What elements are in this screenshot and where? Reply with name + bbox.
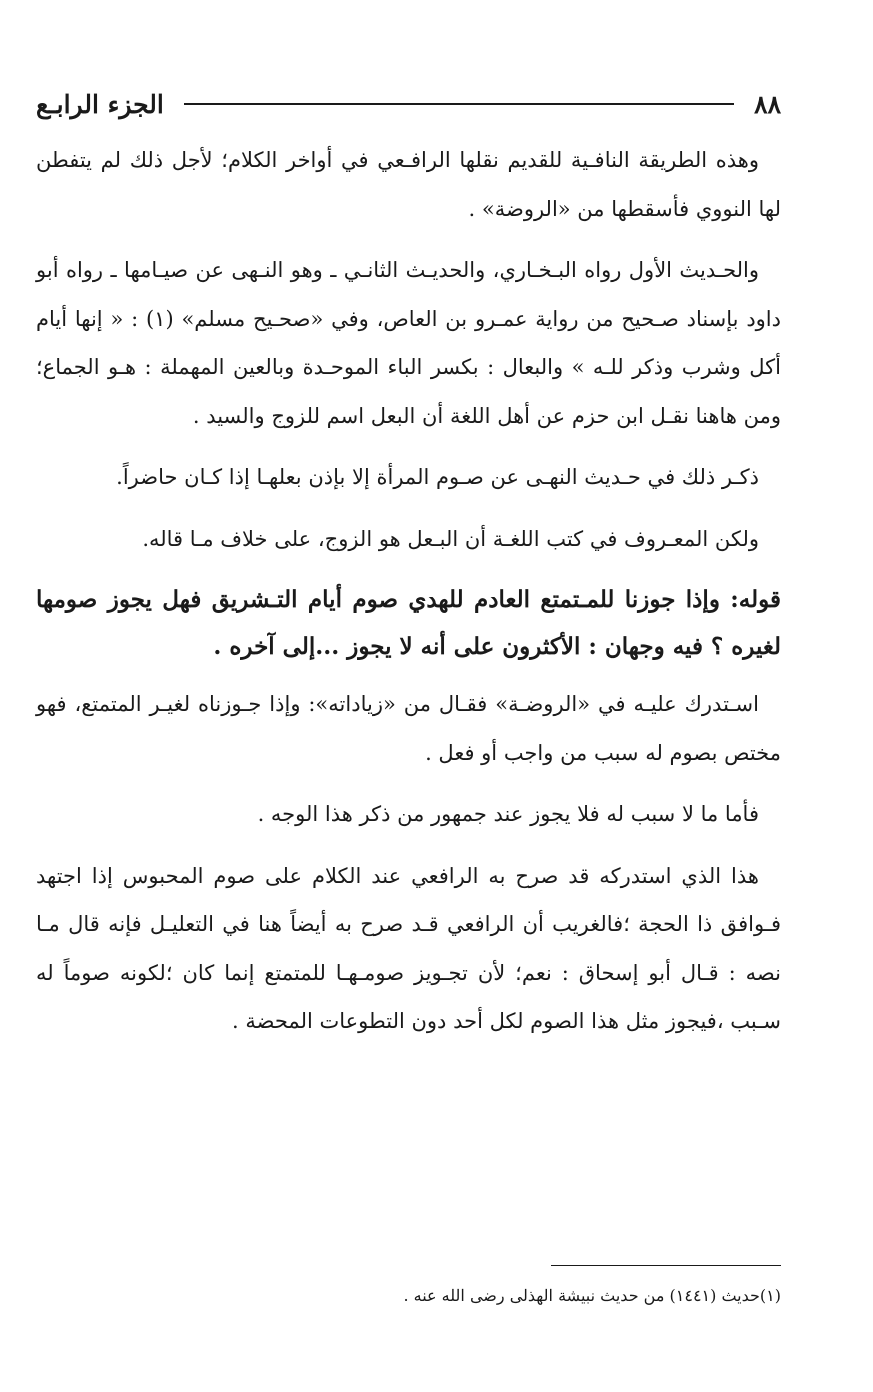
page-header <box>36 84 781 124</box>
running-title: الجزء الرابـع <box>36 89 164 119</box>
paragraph-2: والحـديث الأول رواه البـخـاري، والحديـث الثانـي ـ وهو النـهى عن صيـامها ـ رواه أبو داود بإسناد صـحيح من رواية عمـرو بن العاص، وفي «صحـيح مسلم» (١) : « إنها أيام أكل وشرب وذكر للـه » والبعال : بكسر الباء الموحـدة وبالعين المهملة : هـو الجماع؛ ومن هاهنا نقـل ابن حزم عن أهل اللغة أن البعل اسم للزوج والسيد . <box>36 258 781 428</box>
paragraph-4: ولكن المعـروف في كتب اللغـة أن البـعل هو الزوج، على خلاف مـا قاله. <box>142 526 759 551</box>
paragraph-3: ذكـر ذلك في حـديث النهـى عن صـوم المرأة إلا بإذن بعلهـا إذا كـان حاضراً. <box>116 465 759 489</box>
footnote-rule <box>551 1265 781 1266</box>
header-rule <box>184 103 734 105</box>
paragraph-6: فأما ما لا سبب له فلا يجوز عند جمهور من ذكر هذا الوجه . <box>257 802 759 826</box>
paragraph-7: هذا الذي استدركه قد صرح به الرافعي عند الكلام على صوم المحبوس إذا اجتهد فـوافق ذا الحجة ؛فالغريب أن الرافعي قـد صرح به أيضاً هنا في التعليـل فإنه قال مـا نصه : قـال أبو إسحاق : نعم؛ لأن تجـويز صومـهـا للمتمتع إنما كان ؛لكونه صوماً له سـبب ،فيجوز مثل هذا الصوم لكل أحد دون التطوعات المحضة . <box>36 863 781 1033</box>
footnote: (١)حديث (١٤٤١) من حديث نبيشة الهذلى رضى الله عنه . <box>403 1286 781 1305</box>
page-number: ٨٨ <box>754 89 781 119</box>
section-heading: قوله: وإذا جوزنا للمـتمتع العادم للهدي صوم أيام التـشريق فهل يجوز صومها لغيره ؟ فيه وجهان : الأكثرون على أنه لا يجوز ...إلى آخره . <box>36 586 781 660</box>
main-text <box>36 136 781 1059</box>
paragraph-1: وهذه الطريقة النافـية للقديم نقلها الرافـعي في أواخر الكلام؛ لأجل ذلك لم يتفطن لها النووي فأسقطها من «الروضة» . <box>36 148 781 221</box>
paragraph-5: اسـتدرك عليـه في «الروضـة» فقـال من «زياداته»: وإذا جـوزناه لغيـر المتمتع، فهو مختص بصوم له سبب من واجب أو فعل . <box>36 692 781 765</box>
